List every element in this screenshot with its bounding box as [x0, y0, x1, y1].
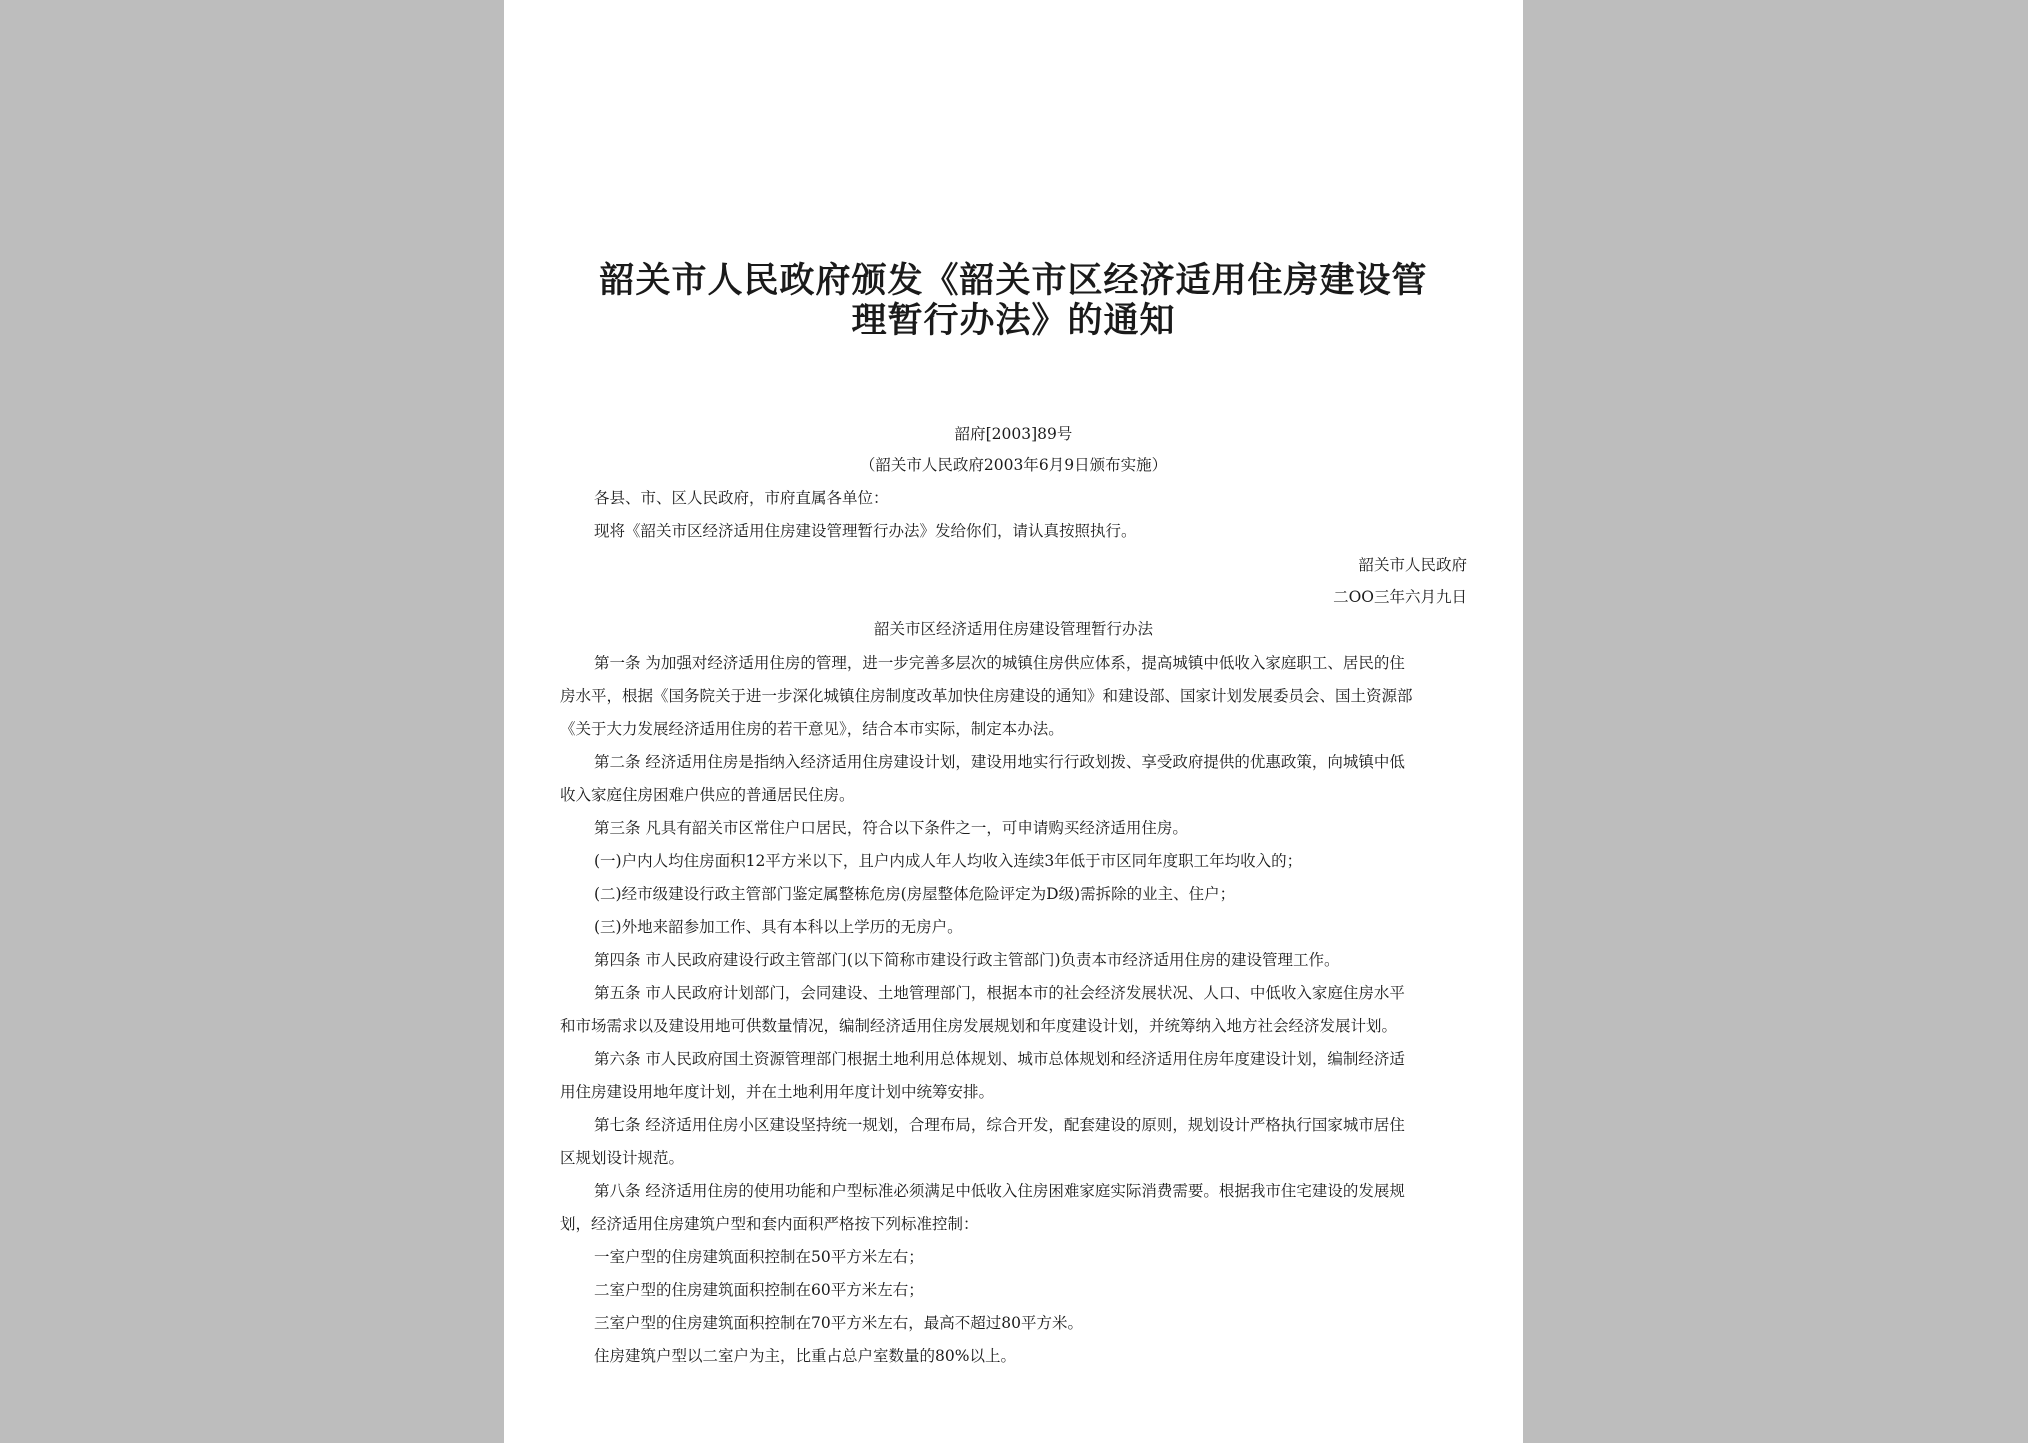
body-line: 《关于大力发展经济适用住房的若干意见》，结合本市实际，制定本办法。: [560, 720, 1064, 738]
body-line: 三室户型的住房建筑面积控制在70平方米左右，最高不超过80平方米。: [594, 1314, 1083, 1332]
addressee: 各县、市、区人民政府，市府直属各单位：: [594, 489, 889, 507]
body-line: 二室户型的住房建筑面积控制在60平方米左右；: [594, 1281, 924, 1299]
body-line: 第八条 经济适用住房的使用功能和户型标准必须满足中低收入住房困难家庭实际消费需要。根据我市住宅建设的发展规: [594, 1182, 1405, 1200]
document-number: 韶府[2003]89号: [954, 425, 1073, 443]
issue-date: 二OO三年六月九日: [1333, 588, 1467, 606]
body-line: 收入家庭住房困难户供应的普通居民住房。: [560, 786, 855, 804]
body-line: 一室户型的住房建筑面积控制在50平方米左右；: [594, 1248, 924, 1266]
body-line: 第二条 经济适用住房是指纳入经济适用住房建设计划，建设用地实行行政划拨、享受政府提供的优惠政策，向城镇中低: [594, 753, 1405, 771]
body-line: 房水平，根据《国务院关于进一步深化城镇住房制度改革加快住房建设的通知》和建设部、国家计划发展委员会、国土资源部: [560, 687, 1413, 705]
intro-paragraph: 现将《韶关市区经济适用住房建设管理暂行办法》发给你们，请认真按照执行。: [594, 522, 1137, 540]
issuer-signature: 韶关市人民政府: [1358, 556, 1467, 574]
body-line: (三)外地来韶参加工作、具有本科以上学历的无房户。: [594, 918, 963, 936]
body-line: 划，经济适用住房建筑户型和套内面积严格按下列标准控制：: [560, 1215, 979, 1233]
measures-title: 韶关市区经济适用住房建设管理暂行办法: [873, 620, 1153, 638]
body-line: 住房建筑户型以二室户为主，比重占总户室数量的80%以上。: [594, 1347, 1016, 1365]
document-title-line-1: 韶关市人民政府颁发《韶关市区经济适用住房建设管: [599, 260, 1428, 301]
body-line: 和市场需求以及建设用地可供数量情况，编制经济适用住房发展规划和年度建设计划，并统筹纳入地方社会经济发展计划。: [560, 1017, 1398, 1035]
body-line: 第七条 经济适用住房小区建设坚持统一规划，合理布局，综合开发，配套建设的原则，规划设计严格执行国家城市居住: [594, 1116, 1405, 1134]
issue-note: （韶关市人民政府2003年6月9日颁布实施）: [859, 456, 1168, 474]
body-line: 第三条 凡具有韶关市区常住户口居民，符合以下条件之一，可申请购买经济适用住房。: [594, 819, 1188, 837]
body-line: 第五条 市人民政府计划部门，会同建设、土地管理部门，根据本市的社会经济发展状况、人口、中低收入家庭住房水平: [594, 984, 1405, 1002]
body-line: 区规划设计规范。: [560, 1149, 685, 1167]
body-line: 第四条 市人民政府建设行政主管部门(以下简称市建设行政主管部门)负责本市经济适用住房的建设管理工作。: [594, 951, 1340, 969]
body-line: 第一条 为加强对经济适用住房的管理，进一步完善多层次的城镇住房供应体系，提高城镇中低收入家庭职工、居民的住: [594, 654, 1405, 672]
document-page: [504, 0, 1523, 1443]
body-line: (一)户内人均住房面积12平方米以下，且户内成人年人均收入连续3年低于市区同年度职工年均收入的；: [594, 852, 1303, 870]
body-line: 用住房建设用地年度计划，并在土地利用年度计划中统筹安排。: [560, 1083, 995, 1101]
body-line: (二)经市级建设行政主管部门鉴定属整栋危房(房屋整体危险评定为D级)需拆除的业主、住户；: [594, 885, 1236, 903]
document-title-line-2: 理暂行办法》的通知: [851, 300, 1176, 341]
body-line: 第六条 市人民政府国土资源管理部门根据土地利用总体规划、城市总体规划和经济适用住房年度建设计划，编制经济适: [594, 1050, 1405, 1068]
